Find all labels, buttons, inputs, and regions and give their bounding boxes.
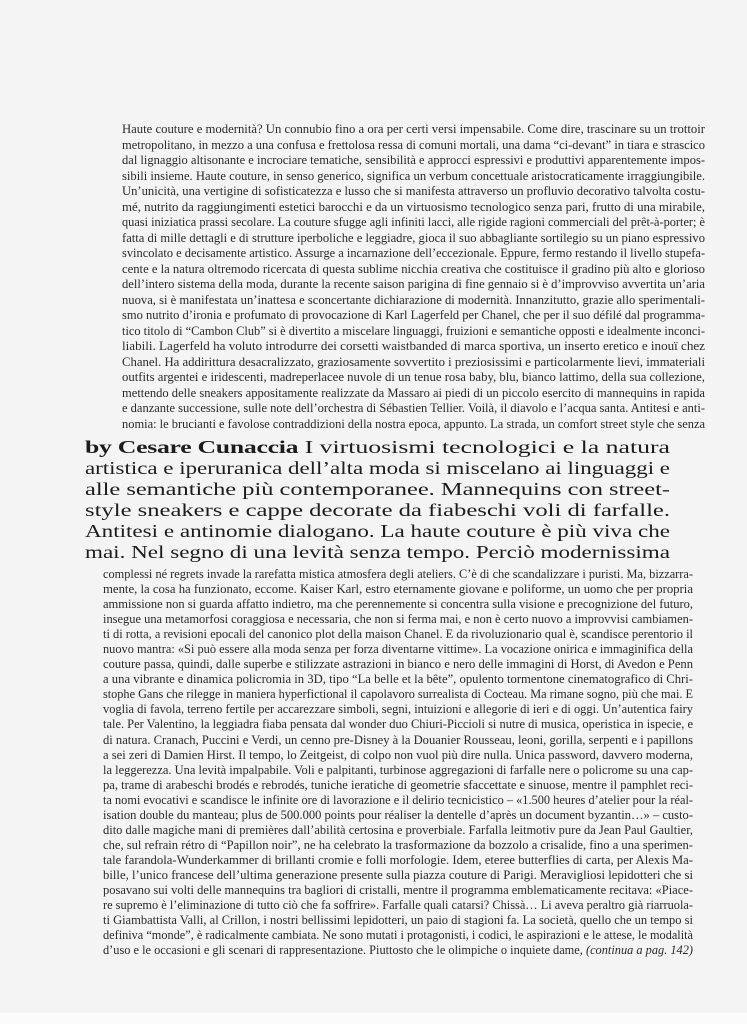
text-line (103, 838, 693, 853)
line-text: nuovo mantra: «Si può essere alla moda senza per forza diventarne vittime». La vocazione onirica e immaginifica della (103, 642, 693, 657)
line-text: tale. Per Valentino, la leggiadra fiaba pensata dal wonder duo Chiuri-Piccioli si nutre di musica, operistica in ispecie, e (103, 717, 693, 732)
text-line (122, 386, 705, 402)
pull-quote-line (85, 542, 670, 563)
text-line (122, 339, 705, 355)
text-line (103, 808, 693, 823)
line-text: nomia: le brucianti e favolose contraddizioni della nostra epoca, appunto. La strada, un comfort street style che senza (122, 416, 705, 431)
line-text: Haute couture e modernità? Un connubio fino a ora per certi versi impensabile. Come dire, trascinare su un trottoir (122, 122, 705, 136)
line-text: voglia di favola, terreno fertile per accarezzare simboli, segni, intuizioni e allegorie di ieri e di oggi. Un’autentica fairy (103, 702, 693, 717)
line-text: sibili insieme. Haute couture, in senso generico, significa un verbum concettuale aristocraticamente irraggiungibile. (122, 168, 705, 183)
line-text: pa, trame di arabeschi brodés e rebrodés, tuniche ieratiche di geometrie sfaccettate e sinuose, mentre il pamphlet reci- (103, 777, 693, 792)
line-text: style sneakers e cappe decorate da fiabeschi voli di farfalle. (85, 500, 670, 520)
text-line (122, 262, 705, 278)
pull-quote-line (85, 500, 670, 521)
line-text: di natura. Cranach, Puccini e Verdi, un cenno pre-Disney à la Douanier Rousseau, leoni, gorilla, serpenti e i papillons (103, 732, 693, 747)
line-text: posavano sui volti delle mannequins tra bagliori di cristalli, mentre il programma emblematicamente recitava: «Piace- (103, 882, 693, 897)
text-line (122, 324, 705, 340)
text-line (122, 184, 705, 200)
line-text: definiva “monde”, è radicalmente cambiata. Ne sono mutati i protagonisti, i codici, le aspirazioni e le attese, le modalità (103, 928, 693, 943)
text-line (103, 778, 693, 793)
line-text: isation double du manteau; plus de 500.000 points pour réaliser la dentelle d’après un document byzantin…» – custo- (103, 807, 693, 822)
text-line (103, 642, 693, 657)
text-line (103, 913, 693, 928)
line-text: ti di rotta, a revisioni epocali del canonico plot della maison Chanel. E da rivoluzionario qual è, scandisce perentorio il (103, 627, 693, 642)
line-text: alle semantiche più contemporanee. Mannequins con street- (85, 479, 670, 499)
line-text: a sei zeri di Damien Hirst. Il tempo, lo Zeitgeist, di colpo non vuol più dire nulla. Unica password, davvero moderna, (103, 747, 693, 762)
text-line (103, 883, 693, 898)
line-text: mettendo delle sneakers appositamente realizzate da Massaro ai piedi di un piccolo esercito di mannequins in rapida (122, 385, 705, 400)
text-line (103, 657, 693, 672)
text-line (103, 702, 693, 717)
text-line (122, 246, 705, 262)
text-line (103, 763, 693, 778)
line-text: quasi iniziatica prassi secolare. La couture sfugge agli infiniti lacci, alle rigide ragioni commerciali del prêt-à-porter; è (122, 215, 705, 229)
line-text: fatta di mille dettagli e di strutture iperboliche e leggiadre, gioca il suo abbagliante sortilegio su un piano espressivo (122, 230, 705, 245)
text-line (103, 898, 693, 913)
text-line (103, 627, 693, 642)
line-text: mente, la cosa ha funzionato, eccome. Kaiser Karl, estro eternamente giovane e poliforme, un uomo che per propria (103, 582, 693, 597)
line-text: a una vibrante e dinamica policromia in 3D, tipo “La belle et la bête”, opulento tormentone cinematografico di Chri- (103, 672, 693, 687)
text-line (103, 748, 693, 763)
text-line (122, 169, 705, 185)
text-line-content: d’uso e le occasioni e gli scenari di rappresentazione. Piuttosto che le olimpiche o inquiete dame, (103, 943, 586, 958)
text-line (122, 293, 705, 309)
intro-paragraph (122, 122, 705, 432)
text-line (103, 823, 693, 838)
line-text: tale farandola-Wunderkammer di brillanti cromie e folli morfologie. Idem, eteree butterflies di carta, per Alexis Ma- (103, 852, 693, 867)
line-text: stophe Gans che rilegge in maniera hyperfictional il capolavoro surrealista di Cocteau. Ma rimane sogno, più che mai. E (103, 687, 693, 702)
pull-quote (85, 437, 670, 563)
text-line (122, 231, 705, 247)
text-line (103, 582, 693, 597)
line-text: nuova, si è manifestata un’inattesa e sconcertante dichiarazione di modernità. Innanzitutto, grazie allo sperimentali- (122, 292, 705, 307)
text-line (103, 928, 693, 943)
pull-quote-line (85, 437, 670, 458)
line-text: Un’unicità, una vertigine di sofisticatezza e lusso che si manifesta attraverso un profluvio decorativo talvolta costu- (122, 184, 706, 198)
line-text: artistica e iperuranica dell’alta moda si miscelano ai linguaggi e (85, 458, 670, 478)
line-text: la leggerezza. Una levità impalpabile. Voli e palpitanti, turbinose aggregazioni di farfalle nere o policrome su una cap- (103, 762, 693, 777)
continued-on-page-link: (continua a pag. 142) (585, 943, 693, 958)
line-text: dal lignaggio altisonante e incrociare tematiche, sensibilità e approcci espressivi e produttivi apparentemente impos- (122, 153, 705, 167)
line-text: ta nomi evocativi e scandisce le infinite ore di lavorazione e il delirio tecnicistico – «1.500 heures d’atelier pour la réal- (103, 792, 693, 807)
text-line (122, 122, 705, 138)
text-line (103, 687, 693, 702)
body-paragraph (103, 567, 693, 958)
line-text: Chanel. Ha addirittura desacralizzato, graziosamente sovvertito i preziosissimi e particolarmente lievi, immateriali (122, 354, 705, 369)
line-text: svincolato e decisamente artistico. Assurge a incarnazione dell’eccezionale. Eppure, fermo restando il livello stupefa- (122, 246, 705, 260)
text-line (103, 793, 693, 808)
line-text: che, sul refrain rétro di “Papillon noir”, ne ha celebrato la trasformazione da bozzolo a crisalide, fino a una sperimen- (103, 837, 693, 852)
line-text: tico titolo di “Cambon Club” si è divertito a miscelare linguaggi, fruizioni e semantiche opposti e idealmente inconci- (122, 323, 705, 338)
text-line (103, 567, 693, 582)
line-text: re supremo è l’eliminazione di tutto ciò che fa soffrire». Farfalle quali catarsi? Chissà… Li aveva peraltro già riarruola- (103, 898, 693, 913)
text-line (122, 417, 705, 433)
line-text: couture passa, quindi, dalle superbe e stilizzate astrazioni in bianco e nero delle immagini di Horst, di Avedon e Penn (103, 657, 693, 672)
text-line (103, 868, 693, 883)
text-line (122, 138, 705, 154)
line-text: outfits argentei e iridescenti, madreperlacee nuvole di un tenue rosa baby, blu, bianco lattimo, della sua collezione, (122, 370, 705, 384)
line-text: mai. Nel segno di una levità senza tempo. Perciò modernissima (85, 542, 670, 562)
pull-quote-text: I virtuosismi tecnologici e la natura (298, 437, 670, 457)
text-line (103, 672, 693, 687)
line-text: metropolitano, in mezzo a una confusa e frettolosa ressa di comuni mortali, una dama “ci-devant” in tiara e strascico (122, 137, 705, 152)
text-line (122, 215, 705, 231)
text-line (122, 153, 705, 169)
text-line (103, 733, 693, 748)
line-text: smo nutrito d’ironia e profumato di provocazione di Karl Lagerfeld per Chanel, che per il suo défilé dal programma- (122, 308, 705, 322)
line-text: mé, nutrito da raggiungimenti estetici barocchi e da un virtuosismo tecnologico senza pari, frutto di una mirabile, (122, 199, 705, 214)
text-line (122, 308, 705, 324)
line-text: ti Giambattista Valli, al Crillon, i nostri bellissimi lepidotteri, un paio di stagioni fa. La società, quello che un tempo si (103, 913, 693, 928)
line-text: liabili. Lagerfeld ha voluto introdurre dei corsetti waistbanded di marca sportiva, un inserto eretico e inouï chez (122, 339, 705, 353)
text-line (122, 401, 705, 417)
line-text: ammissione non si guarda affatto indietro, ma che perennemente si concentra sulla visione e precognizione del futuro, (103, 597, 693, 612)
pull-quote-line (85, 458, 670, 479)
line-text: dito dalle magiche mani di premières dall’abilità certosina e proverbiale. Farfalla leitmotiv pure da Jean Paul Gaultier, (103, 822, 693, 837)
line-text: cente e la natura oltremodo ricercata di questa sublime nicchia creativa che costituisce il gradino più alto e glorioso (122, 261, 705, 276)
pull-quote-line (85, 521, 670, 542)
line-text: complessi né regrets invade la rarefatta mistica atmosfera degli ateliers. C’è di che scandalizzare i puristi. Ma, bizzarra- (103, 567, 693, 581)
line-text: dell’intero sistema della moda, durante la recente saison parigina di fine gennaio si è d’improvviso avvertita un’aria (122, 277, 705, 291)
text-line (122, 200, 705, 216)
author-byline: by Cesare Cunaccia (85, 437, 299, 457)
line-text: Antitesi e antinomie dialogano. La haute couture è più viva che (85, 521, 670, 541)
line-text: insegue una metamorfosi coraggiosa e necessaria, che non si ferma mai, e non è certo nuovo a improvvisi cambiamen- (103, 612, 693, 627)
text-line (122, 370, 705, 386)
text-line (122, 355, 705, 371)
text-line (103, 943, 693, 958)
line-text: e danzante successione, sulle note dell’orchestra di Sébastien Tellier. Voilà, il diavolo e l’acqua santa. Antitesi e anti- (122, 401, 705, 415)
text-line (103, 853, 693, 868)
scan-edge (0, 1013, 747, 1024)
text-line (103, 612, 693, 627)
text-line (103, 597, 693, 612)
line-text: bille, l’unico francese dell’ultima generazione presente sulla piazza couture di Parigi. Meravigliosi lepidotteri che si (103, 867, 693, 882)
pull-quote-line (85, 479, 670, 500)
text-line (122, 277, 705, 293)
text-line (103, 717, 693, 732)
